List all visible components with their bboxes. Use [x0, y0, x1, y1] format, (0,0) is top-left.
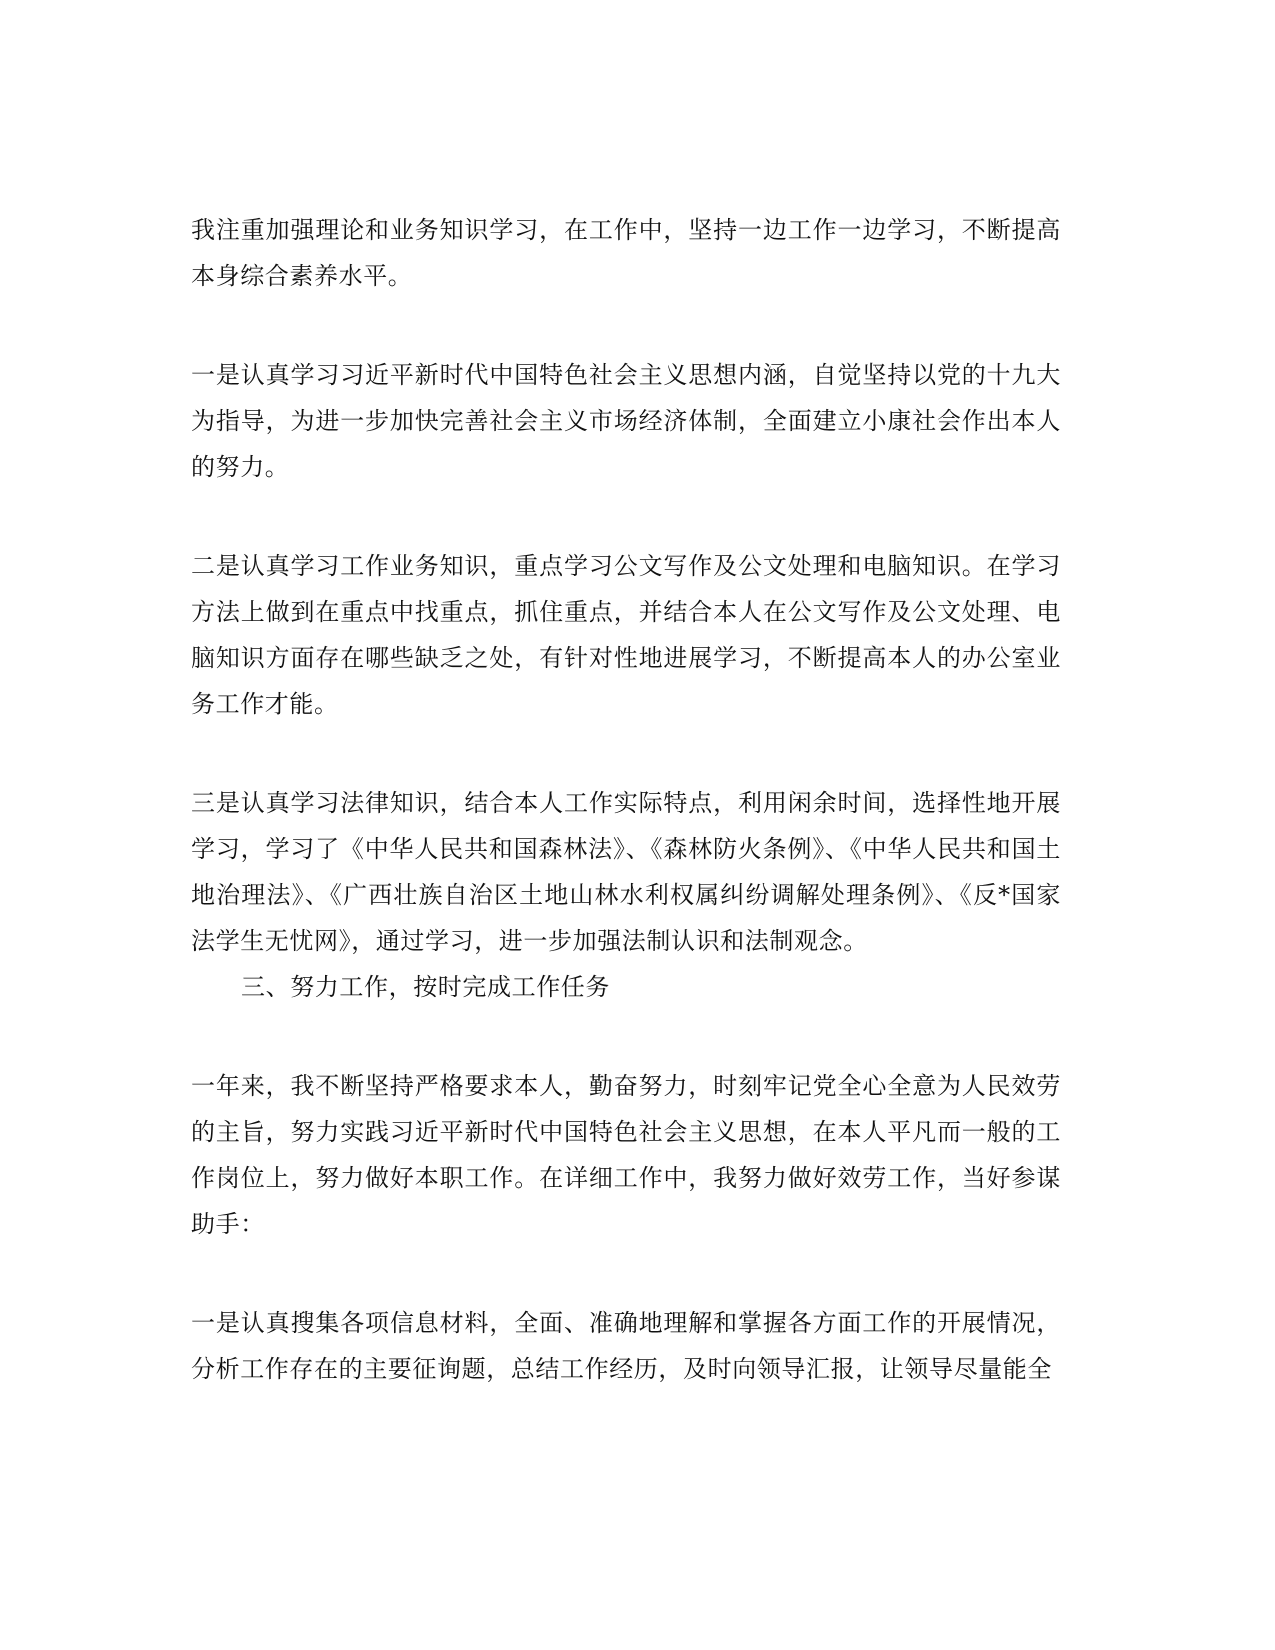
paragraph-work-info: 一是认真搜集各项信息材料，全面、准确地理解和掌握各方面工作的开展情况，分析工作存在的主要征询题，总结工作经历，及时向领导汇报，让领导尽量能全: [191, 1309, 1061, 1383]
paragraph-study-business: 二是认真学习工作业务知识，重点学习公文写作及公文处理和电脑知识。在学习方法上做到在重点中找重点，抓住重点，并结合本人在公文写作及公文处理、电脑知识方面存在哪些缺乏之处，有针对性地进展学习，不断提高本人的办公室业务工作才能。: [191, 552, 1061, 718]
section-heading: 三、努力工作，按时完成工作任务: [241, 973, 610, 1001]
paragraph-work-intro: 一年来，我不断坚持严格要求本人，勤奋努力，时刻牢记党全心全意为人民效劳的主旨，努力实践习近平新时代中国特色社会主义思想，在本人平凡而一般的工作岗位上，努力做好本职工作。在详细工作中，我努力做好效劳工作，当好参谋助手：: [191, 1072, 1061, 1238]
paragraph-study-intro: 我注重加强理论和业务知识学习，在工作中，坚持一边工作一边学习，不断提高本身综合素养水平。: [191, 216, 1061, 290]
document-body: [191, 207, 1061, 1392]
paragraph-study-law: 三是认真学习法律知识，结合本人工作实际特点，利用闲余时间，选择性地开展学习，学习了《中华人民共和国森林法》、《森林防火条例》、《中华人民共和国土地治理法》、《广西壮族自治区土地山林水利权属纠纷调解处理条例》、《反*国家法学生无忧网》，通过学习，进一步加强法制认识和法制观念。: [191, 789, 1061, 955]
paragraph-study-theory: 一是认真学习习近平新时代中国特色社会主义思想内涵，自觉坚持以党的十九大为指导，为进一步加快完善社会主义市场经济体制，全面建立小康社会作出本人的努力。: [191, 361, 1061, 481]
